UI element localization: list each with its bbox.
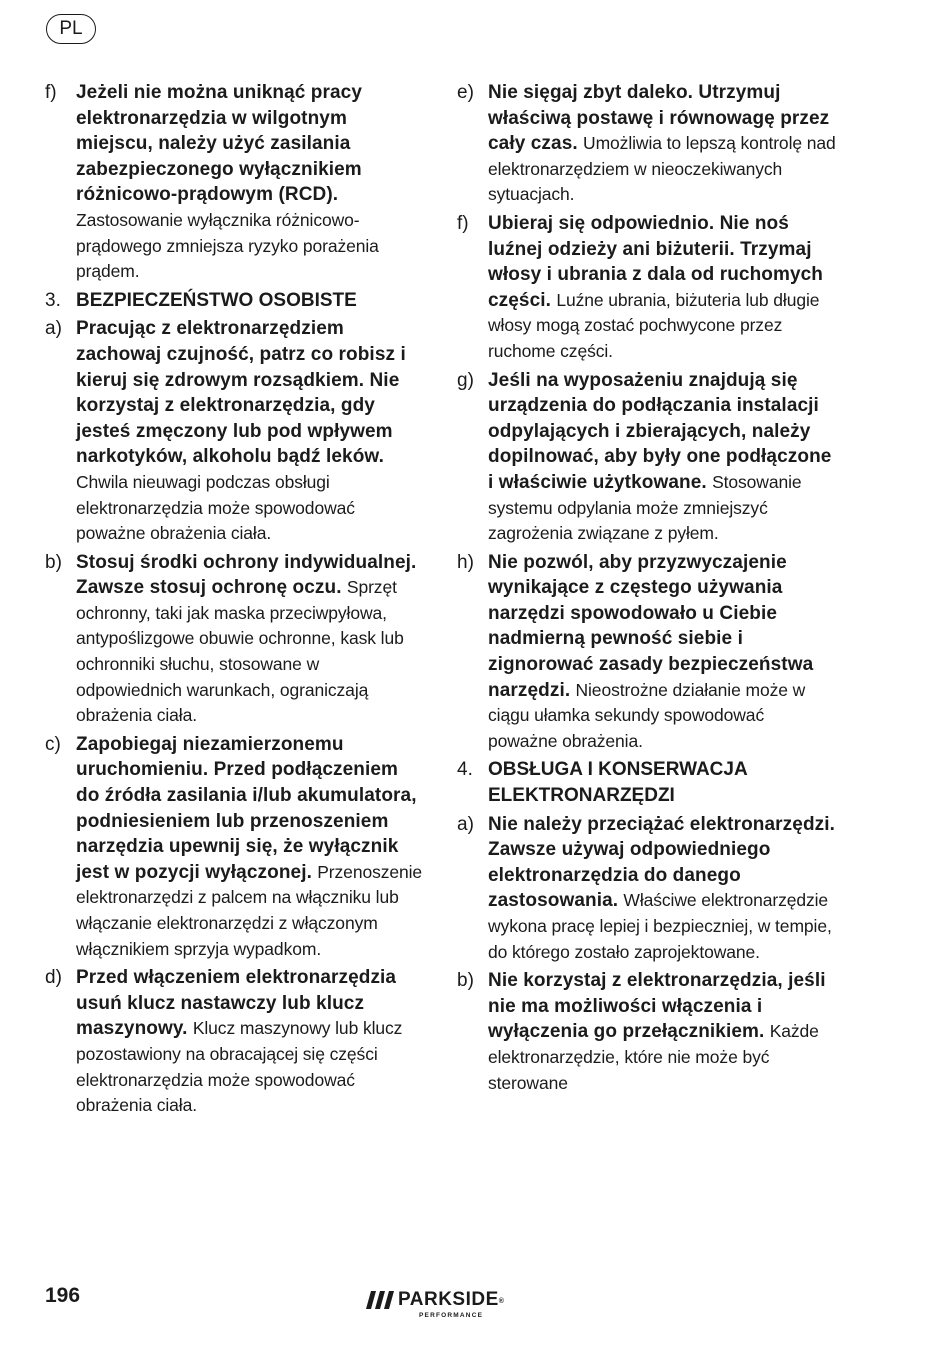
item-text bbox=[76, 550, 425, 729]
left-column bbox=[45, 80, 425, 1122]
list-item bbox=[45, 80, 425, 285]
item-text bbox=[76, 965, 425, 1119]
item-normal-text: Stosowanie systemu odpylania może zmniejszyć zagrożenia związane z pyłem. bbox=[488, 471, 802, 544]
section-heading bbox=[45, 288, 425, 314]
list-item bbox=[457, 368, 837, 547]
list-item bbox=[457, 211, 837, 365]
list-marker: d) bbox=[45, 967, 62, 989]
language-badge: PL bbox=[46, 14, 96, 44]
list-marker: a) bbox=[457, 813, 474, 835]
item-bold-text: Ubieraj się odpowiednio. Nie noś luźnej odzieży ani biżuterii. Trzymaj włosy i ubrania z dala od ruchomych części. bbox=[488, 212, 824, 311]
section-heading bbox=[457, 757, 837, 808]
list-item bbox=[457, 80, 837, 208]
list-item bbox=[45, 965, 425, 1119]
item-text bbox=[488, 368, 837, 547]
list-marker: c) bbox=[45, 733, 61, 755]
item-normal-text: Klucz maszynowy lub klucz pozostawiony na obracającej się części elektronarzędzia może spowodować obrażenia ciała. bbox=[76, 1018, 403, 1116]
item-bold-text: Nie korzystaj z elektronarzędzia, jeśli nie ma możliwości włączenia i wyłączenia go przełącznikiem. bbox=[488, 970, 826, 1043]
item-normal-text: Właściwe elektronarzędzie wykona pracę lepiej i bezpieczniej, w tempie, do którego zostało zaprojektowane. bbox=[488, 890, 832, 962]
item-bold-text: Zapobiegaj niezamierzonemu uruchomieniu. Przed podłączeniem do źródła zasilania i/lub akumulatora, podniesieniem lub przenoszeniem narzędzia upewnij się, że wyłącznik jest w pozycji wyłączonej. bbox=[76, 733, 417, 883]
item-bold-text: Stosuj środki ochrony indywidualnej. Zawsze stosuj ochronę oczu. bbox=[76, 551, 417, 599]
item-text bbox=[76, 80, 425, 285]
list-item bbox=[457, 812, 837, 966]
section-heading-text: OBSŁUGA I KONSERWACJA ELEKTRONARZĘDZI bbox=[488, 759, 747, 807]
item-text bbox=[488, 968, 837, 1096]
item-text bbox=[488, 812, 837, 966]
right-column bbox=[457, 80, 837, 1099]
brand-name bbox=[398, 1289, 504, 1311]
logo-slashes-icon bbox=[366, 1291, 394, 1309]
list-marker: h) bbox=[457, 551, 474, 573]
list-marker: f) bbox=[45, 82, 57, 103]
item-text bbox=[76, 316, 425, 546]
list-marker: g) bbox=[457, 369, 474, 391]
item-bold-text: Jeśli na wyposażeniu znajdują się urządzenia do podłączania instalacji odpylających i zbierających, należy dopilnować, aby były one podłączone i właściwie użytkowane. bbox=[488, 369, 832, 493]
list-item bbox=[457, 550, 837, 755]
list-item bbox=[457, 968, 837, 1096]
list-item bbox=[45, 316, 425, 546]
item-bold-text: Nie należy przeciążać elektronarzędzi. Zawsze używaj odpowiedniego elektronarzędzia do danego zastosowania. bbox=[488, 813, 836, 912]
item-normal-text: Przenoszenie elektronarzędzi z palcem na włączniku lub włączanie elektronarzędzi z włączonym włącznikiem sprzyja wypadkom. bbox=[76, 861, 423, 959]
list-item bbox=[45, 732, 425, 962]
item-bold-text: Jeżeli nie można uniknąć pracy elektronarzędzia w wilgotnym miejscu, należy użyć zasilania zabezpieczonego wyłącznikiem różnicowo-prądowym (RCD). bbox=[76, 82, 362, 206]
item-normal-text: Zastosowanie wyłącznika różnicowo-prądowego zmniejsza ryzyko porażenia prądem. bbox=[76, 209, 379, 282]
item-normal-text: Nieostrożne działanie może w ciągu ułamka sekundy spowodować poważne obrażenia. bbox=[488, 679, 806, 751]
item-normal-text: Luźne ubrania, biżuteria lub długie włosy mogą zostać pochwycone przez ruchome części. bbox=[488, 289, 820, 361]
brand-registered-mark: ® bbox=[498, 1298, 505, 1305]
item-text bbox=[488, 80, 837, 208]
item-text bbox=[488, 550, 837, 755]
item-normal-text: Każde elektronarzędzie, które nie może być sterowane bbox=[488, 1021, 819, 1093]
brand-subtitle: PERFORMANCE bbox=[419, 1312, 484, 1319]
list-marker: a) bbox=[45, 318, 62, 340]
list-marker: f) bbox=[457, 212, 469, 234]
list-marker: e) bbox=[457, 82, 474, 103]
list-marker: 3. bbox=[45, 289, 61, 311]
list-item bbox=[45, 550, 425, 729]
parkside-logo bbox=[366, 1289, 526, 1329]
item-bold-text: Nie pozwól, aby przyzwyczajenie wynikające z częstego używania narzędzi spowodowało u Ciebie nadmierną pewność siebie i zignorować zasady bezpieczeństwa narzędzi. bbox=[488, 551, 814, 701]
item-text bbox=[76, 732, 425, 962]
item-normal-text: Sprzęt ochronny, taki jak maska przeciwpyłowa, antypoślizgowe obuwie ochronne, kask lub ochronniki słuchu, stosowane w odpowiednich warunkach, ograniczają obrażenia ciała. bbox=[76, 577, 404, 726]
list-marker: b) bbox=[45, 551, 62, 573]
item-bold-text: Przed włączeniem elektronarzędzia usuń klucz nastawczy lub klucz maszynowy. bbox=[76, 967, 397, 1040]
list-marker: b) bbox=[457, 970, 474, 992]
item-normal-text: Chwila nieuwagi podczas obsługi elektronarzędzia może spowodować poważne obrażenia ciała. bbox=[76, 471, 355, 544]
brand-text: PARKSIDE bbox=[398, 1289, 499, 1310]
item-bold-text: Nie sięgaj zbyt daleko. Utrzymuj właściwą postawę i równowagę przez cały czas. bbox=[488, 82, 830, 155]
page-number: 196 bbox=[45, 1284, 81, 1307]
item-text bbox=[488, 211, 837, 365]
list-marker: 4. bbox=[457, 759, 473, 781]
item-bold-text: Pracując z elektronarzędziem zachowaj czujność, patrz co robisz i kieruj się zdrowym rozsądkiem. Nie korzystaj z elektronarzędzia, gdy jesteś zmęczony lub pod wpływem narkotyków, alkoholu bądź leków. bbox=[76, 318, 406, 468]
item-normal-text: Umożliwia to lepszą kontrolę nad elektronarzędziem w nieoczekiwanych sytuacjach. bbox=[488, 133, 836, 205]
section-heading-text: BEZPIECZEŃSTWO OSOBISTE bbox=[76, 289, 357, 311]
